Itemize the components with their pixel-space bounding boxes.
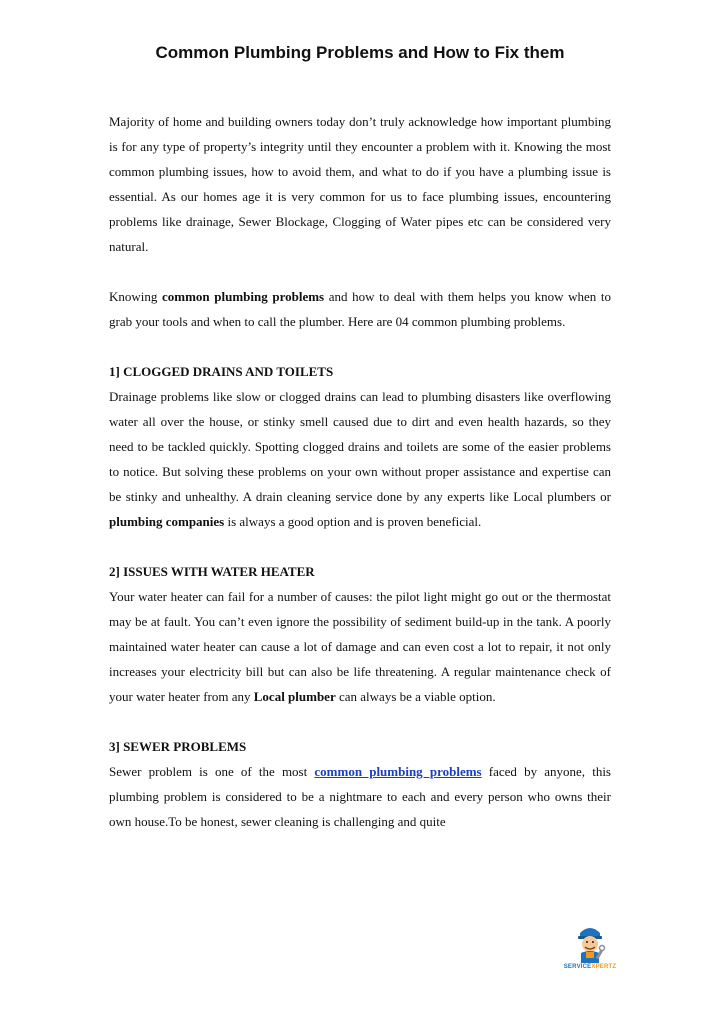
document-body (109, 109, 611, 834)
section-heading-water-heater: 2] ISSUES WITH WATER HEATER (109, 564, 315, 579)
bold-phrase: plumbing companies (109, 514, 225, 529)
bold-phrase: Local plumber (253, 689, 336, 704)
logo-wordmark: SERVICEXPERTZ (563, 964, 617, 970)
section-text-sewer: Sewer problem is one of the most common plumbing problems faced by anyone, this plumbing problem is considered to be a nightmare to each and every person who owns their own house.To be honest, sewer cleaning is challenging and quite (109, 764, 611, 829)
bold-phrase: common plumbing problems (162, 289, 325, 304)
intro-paragraph: Majority of home and building owners today don’t truly acknowledge how important plumbing is for any type of property’s integrity until they encounter a problem with it. Knowing the most common plumbing issues, how to avoid them, and what to do if you have a plumbing issue is essential. As our homes age it is very common for us to face plumbing issues, encountering problems like drainage, Sewer Blockage, Clogging of Water pipes etc can be considered very natural. (109, 114, 611, 254)
intro-paragraph-2: Knowing common plumbing problems and how to deal with them helps you know when to grab your tools and when to call the plumber. Here are 04 common plumbing problems. (109, 289, 611, 329)
section-text-clogged-drains: Drainage problems like slow or clogged drains can lead to plumbing disasters like overflowing water all over the house, or stinky smell caused due to dirt and even health hazards, so they need to be tackled quickly. Spotting clogged drains and toilets are some of the easier problems to notice. But solving these problems on your own without proper assistance and expertise can be stinky and unhealthy. A drain cleaning service done by any experts like Local plumbers or plumbing companies is always a good option and is proven beneficial. (109, 389, 611, 529)
section-text-water-heater: Your water heater can fail for a number of causes: the pilot light might go out or the thermostat may be at fault. You can’t even ignore the possibility of sediment build-up in the tank. A poorly maintained water heater can cause a lot of damage and can even cost a lot to repair, it not only increases your electricity bill but can also be life threatening. A regular maintenance check of your water heater from any Local plumber can always be a viable option. (109, 589, 611, 704)
common-plumbing-problems-link[interactable]: common plumbing problems (314, 764, 482, 779)
section-heading-sewer: 3] SEWER PROBLEMS (109, 739, 247, 754)
service-xpertz-logo (562, 921, 618, 977)
page-title: Common Plumbing Problems and How to Fix them (155, 43, 565, 62)
section-heading-clogged-drains: 1] CLOGGED DRAINS AND TOILETS (109, 364, 334, 379)
